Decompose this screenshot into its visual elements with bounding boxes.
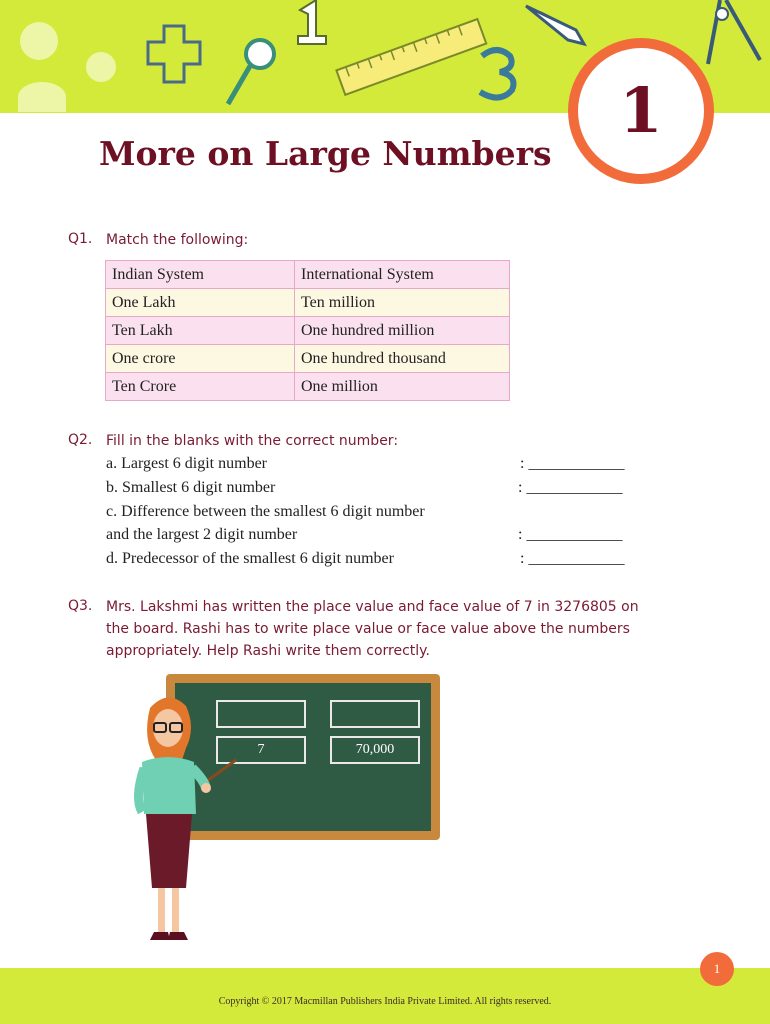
- page-number: 1: [700, 952, 734, 986]
- ruler-icon: [328, 10, 494, 102]
- match-table: [105, 260, 510, 401]
- table-cell: Ten million: [295, 289, 510, 317]
- chapter-badge: [568, 38, 714, 184]
- compass-icon: [700, 0, 770, 70]
- table-cell: One hundred million: [295, 317, 510, 345]
- table-row: [106, 373, 510, 401]
- table-row: [106, 289, 510, 317]
- table-cell: Ten Lakh: [106, 317, 295, 345]
- table-row: [106, 317, 510, 345]
- chapter-number: 1: [619, 74, 663, 147]
- answer-blank-a[interactable]: : ____________: [520, 455, 625, 472]
- board-box-bottom-right: 70,000: [330, 736, 420, 764]
- q3-label: Q3.: [68, 598, 93, 614]
- table-cell: One million: [295, 373, 510, 401]
- answer-blank-b[interactable]: : ____________: [518, 479, 623, 496]
- table-cell: Ten Crore: [106, 373, 295, 401]
- bubble-icon: [18, 82, 66, 112]
- teacher-illustration: [120, 688, 250, 950]
- number-three-icon: [472, 46, 522, 102]
- bubble-icon: [20, 22, 58, 60]
- pen-icon: [520, 0, 590, 50]
- table-cell: One crore: [106, 345, 295, 373]
- q1-label: Q1.: [68, 231, 93, 247]
- board-box-bottom-left: 7: [216, 736, 306, 764]
- table-cell: One hundred thousand: [295, 345, 510, 373]
- table-cell: One Lakh: [106, 289, 295, 317]
- q2-text: Fill in the blanks with the correct number:: [106, 433, 399, 449]
- fill-item-c-line2: and the largest 2 digit number: [106, 526, 298, 543]
- answer-blank-d[interactable]: : ____________: [520, 550, 625, 567]
- q1-text: Match the following:: [106, 232, 249, 248]
- q2-label: Q2.: [68, 432, 93, 448]
- magnifier-icon: [220, 36, 284, 112]
- table-header-row: [106, 261, 510, 289]
- table-row: [106, 345, 510, 373]
- fill-item-c-line1: c. Difference between the smallest 6 digit number: [106, 503, 425, 520]
- copyright-text: Copyright © 2017 Macmillan Publishers India Private Limited. All rights reserved.: [218, 996, 552, 1007]
- bubble-icon: [86, 52, 116, 82]
- table-header-international: International System: [295, 261, 510, 289]
- page-title: More on Large Numbers: [99, 134, 552, 173]
- fill-item-a: a. Largest 6 digit number: [106, 455, 267, 472]
- fill-item-d: d. Predecessor of the smallest 6 digit number: [106, 550, 394, 567]
- answer-blank-c[interactable]: : ____________: [518, 526, 623, 543]
- puzzle-piece-icon: [142, 22, 206, 86]
- q3-text: Mrs. Lakshmi has written the place value and face value of 7 in 3276805 on the board. Rashi has to write place value or face value above the numbers appropriately. Help Rashi write them correctly.: [106, 599, 639, 659]
- table-header-indian: Indian System: [106, 261, 295, 289]
- board-box-top-right[interactable]: [330, 700, 420, 728]
- fill-item-b: b. Smallest 6 digit number: [106, 479, 276, 496]
